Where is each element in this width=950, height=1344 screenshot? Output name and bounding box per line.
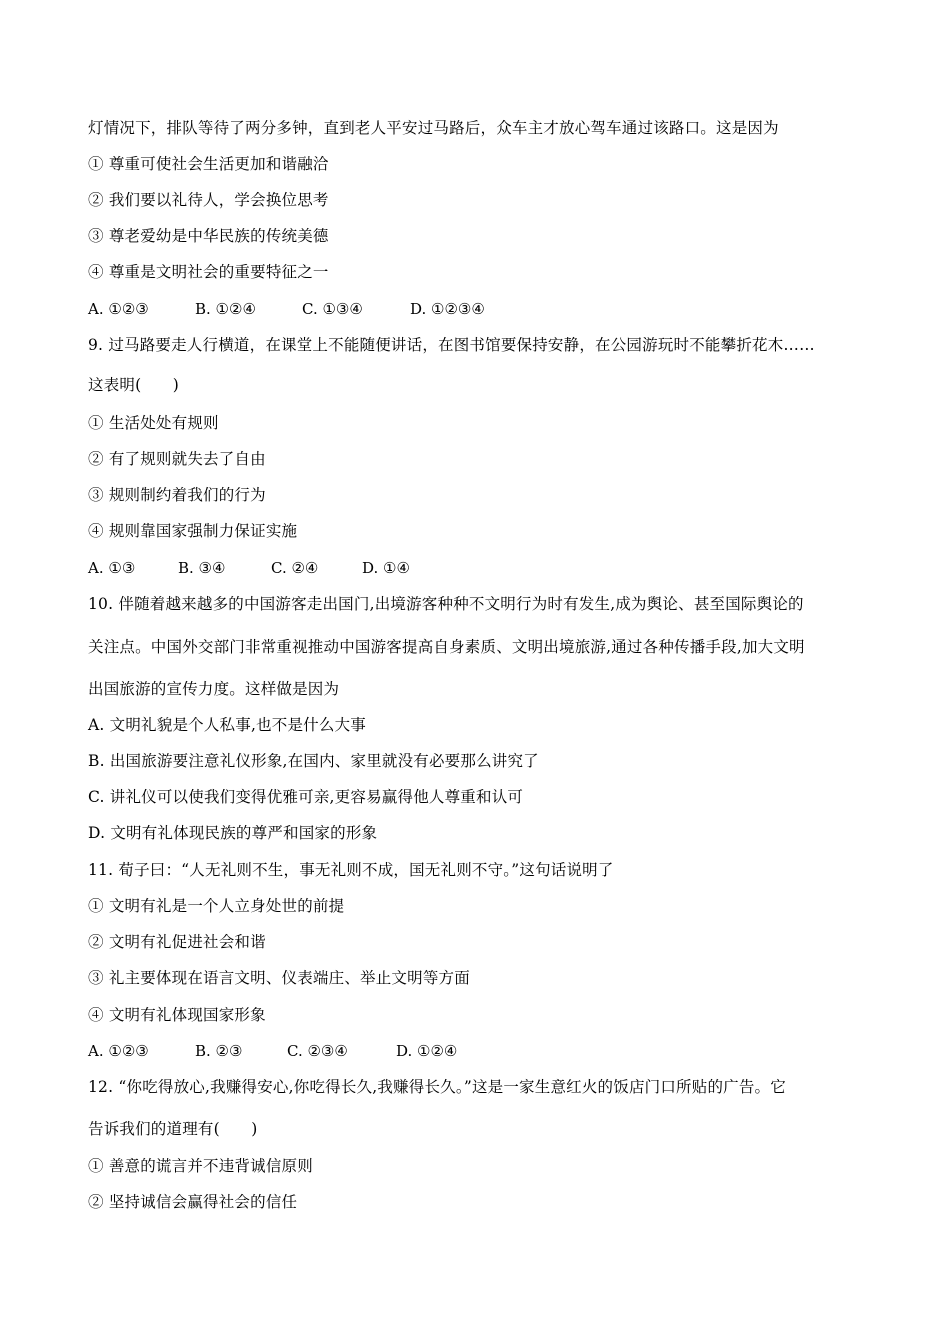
- q9-stem-continued: 这表明( ): [88, 376, 179, 394]
- q8-statement-4: ④ 尊重是文明社会的重要特征之一: [88, 263, 329, 281]
- q11-option-d: D. ①②④: [396, 1042, 458, 1060]
- q8-statement-3: ③ 尊老爱幼是中华民族的传统美德: [88, 227, 329, 245]
- q11-option-b: B. ②③: [195, 1042, 243, 1060]
- q9-statement-1: ① 生活处处有规则: [88, 414, 219, 432]
- q10-stem-continued-2: 出国旅游的宣传力度。这样做是因为: [88, 680, 340, 698]
- q11-option-c: C. ②③④: [287, 1042, 348, 1060]
- q11-statement-1: ① 文明有礼是一个人立身处世的前提: [88, 897, 345, 915]
- q10-option-c: C. 讲礼仪可以使我们变得优雅可亲,更容易赢得他人尊重和认可: [88, 788, 524, 806]
- q12-stem: 12. “你吃得放心,我赚得安心,你吃得长久,我赚得长久。”这是一家生意红火的饭店门口所贴的广告。它: [88, 1078, 786, 1096]
- q8-statement-2: ② 我们要以礼待人，学会换位思考: [88, 191, 329, 209]
- q11-option-a: A. ①②③: [88, 1042, 149, 1060]
- q9-option-c: C. ②④: [271, 559, 319, 577]
- q8-statement-1: ① 尊重可使社会生活更加和谐融洽: [88, 155, 329, 173]
- q10-option-b: B. 出国旅游要注意礼仪形象,在国内、家里就没有必要那么讲究了: [88, 752, 539, 770]
- q10-stem-continued-1: 关注点。中国外交部门非常重视推动中国游客提高自身素质、文明出境旅游,通过各种传播手段,加大文明: [88, 638, 805, 656]
- q8-option-a: A. ①②③: [88, 300, 149, 318]
- q9-statement-4: ④ 规则靠国家强制力保证实施: [88, 522, 298, 540]
- q8-option-c: C. ①③④: [302, 300, 363, 318]
- q9-option-b: B. ③④: [178, 559, 226, 577]
- q11-stem: 11. 荀子曰：“人无礼则不生，事无礼则不成，国无礼则不守。”这句话说明了: [88, 861, 614, 879]
- q12-statement-2: ② 坚持诚信会赢得社会的信任: [88, 1193, 298, 1211]
- q9-statement-3: ③ 规则制约着我们的行为: [88, 486, 266, 504]
- q11-statement-2: ② 文明有礼促进社会和谐: [88, 933, 266, 951]
- q10-option-a: A. 文明礼貌是个人私事,也不是什么大事: [88, 716, 366, 734]
- q8-option-b: B. ①②④: [195, 300, 256, 318]
- q12-statement-1: ① 善意的谎言并不违背诚信原则: [88, 1157, 313, 1175]
- q12-stem-continued: 告诉我们的道理有( ): [88, 1120, 258, 1138]
- q10-stem: 10. 伴随着越来越多的中国游客走出国门,出境游客种种不文明行为时有发生,成为舆论、甚至国际舆论的: [88, 595, 804, 613]
- q9-statement-2: ② 有了规则就失去了自由: [88, 450, 266, 468]
- q9-option-a: A. ①③: [88, 559, 136, 577]
- q10-option-d: D. 文明有礼体现民族的尊严和国家的形象: [88, 824, 378, 842]
- q11-statement-4: ④ 文明有礼体现国家形象: [88, 1006, 266, 1024]
- q11-statement-3: ③ 礼主要体现在语言文明、仪表端庄、举止文明等方面: [88, 969, 470, 987]
- q8-option-d: D. ①②③④: [410, 300, 485, 318]
- q8-stem-continued: 灯情况下，排队等待了两分多钟，直到老人平安过马路后，众车主才放心驾车通过该路口。这是因为: [88, 119, 779, 137]
- q9-option-d: D. ①④: [362, 559, 410, 577]
- q9-stem: 9. 过马路要走人行横道，在课堂上不能随便讲话，在图书馆要保持安静，在公园游玩时不能攀折花木……: [88, 336, 815, 354]
